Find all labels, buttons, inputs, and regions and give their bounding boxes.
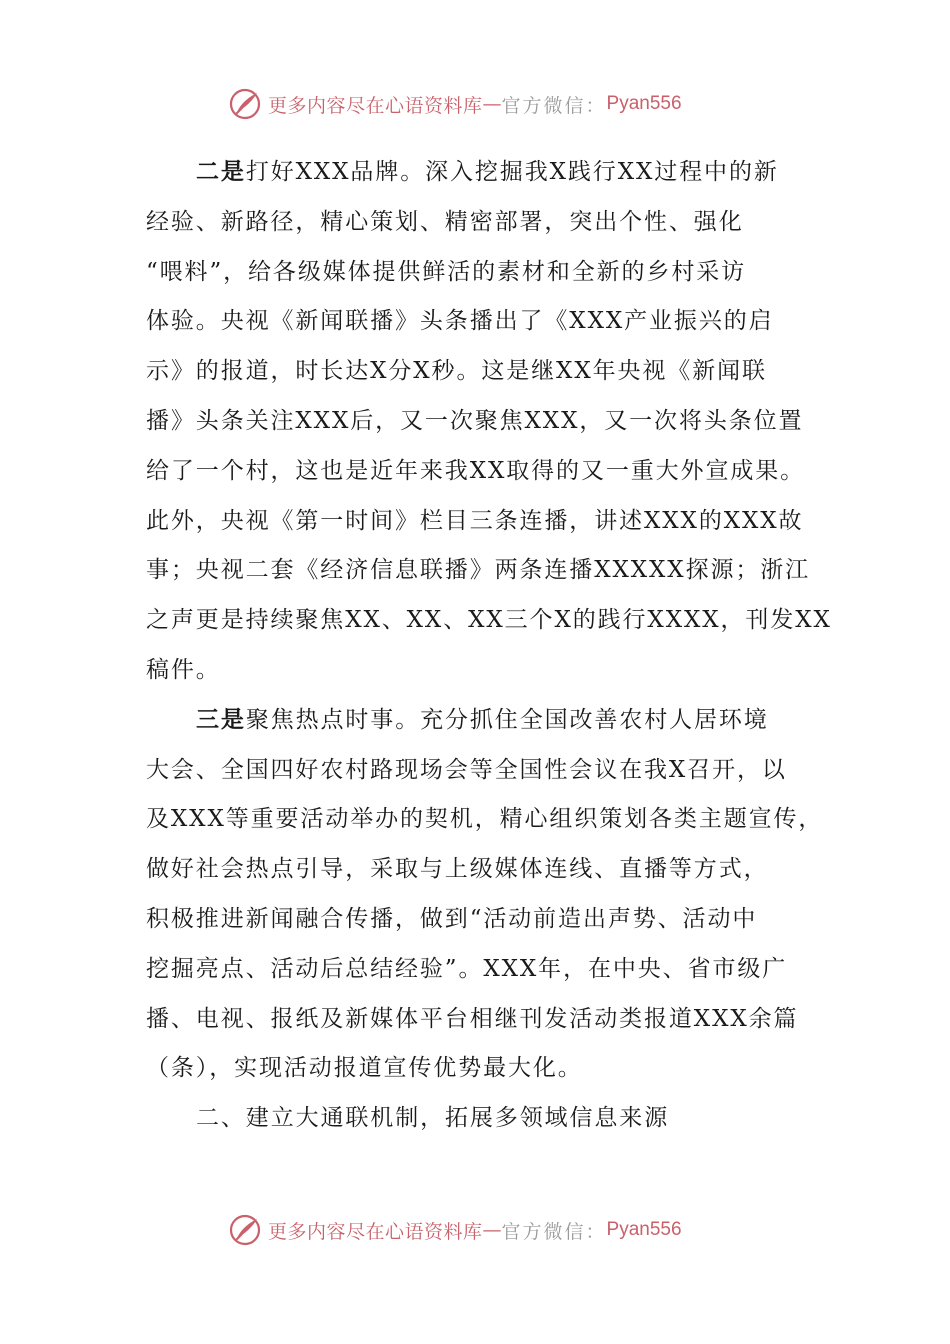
paragraph-3-shi bbox=[146, 696, 826, 1094]
paragraph-line: 大会、全国四好农村路现场会等全国性会议在我X召开，以 bbox=[146, 756, 787, 783]
watermark-official-label: 官方微信： bbox=[501, 1220, 607, 1243]
paragraph-line: “喂料”，给各级媒体提供鲜活的素材和全新的乡村采访 bbox=[146, 258, 747, 285]
watermark-main-text: 更多内容尽在心语资料库 bbox=[268, 1220, 483, 1243]
paragraph-lead: 三是 bbox=[196, 706, 246, 733]
paragraph-line: 示》的报道，时长达X分X秒。这是继XX年央视《新闻联 bbox=[146, 358, 767, 385]
watermark-dash: — bbox=[482, 1219, 502, 1241]
paragraph-line: 体验。央视《新闻联播》头条播出了《XXX产业振兴的启 bbox=[146, 308, 774, 335]
watermark-main-text: 更多内容尽在心语资料库 bbox=[268, 94, 483, 117]
paragraph-line: （条），实现活动报道宣传优势最大化。 bbox=[146, 1055, 583, 1082]
paragraph-line: 挖掘亮点、活动后总结经验”。XXX年，在中央、省市级广 bbox=[146, 955, 788, 982]
paragraph-line: 积极推进新闻融合传播，做到“活动前造出声势、活动中 bbox=[146, 905, 758, 932]
watermark-official-label: 官方微信： bbox=[501, 94, 607, 117]
quill-logo-icon bbox=[228, 1213, 262, 1247]
paragraph-line: 播、电视、报纸及新媒体平台相继刊发活动类报道XXX余篇 bbox=[146, 1005, 799, 1032]
line-text: 聚焦热点时事。充分抓住全国改善农村人居环境 bbox=[245, 706, 769, 733]
paragraph-line: 播》头条关注XXX后，又一次聚焦XXX，又一次将头条位置 bbox=[146, 407, 804, 434]
watermark-wechat-id: Pyan556 bbox=[606, 93, 682, 114]
document-body bbox=[146, 148, 832, 1144]
watermark-dash: — bbox=[482, 93, 502, 115]
paragraph-2-shi bbox=[146, 148, 832, 696]
paragraph-line bbox=[146, 148, 826, 198]
paragraph-lead: 二是 bbox=[196, 159, 246, 185]
paragraph-line: 此外，央视《第一时间》栏目三条连播，讲述XXX的XXX故 bbox=[146, 507, 804, 534]
paragraph-line: 给了一个村，这也是近年来我XX取得的又一重大外宣成果。 bbox=[146, 457, 806, 484]
paragraph-line: 事；央视二套《经济信息联播》两条连播XXXXX探源；浙江 bbox=[146, 557, 811, 584]
paragraph-line: 做好社会热点引导，采取与上级媒体连线、直播等方式， bbox=[146, 856, 769, 883]
paragraph-line: 稿件。 bbox=[146, 656, 221, 683]
paragraph-line: 经验、新路径，精心策划、精密部署，突出个性、强化 bbox=[146, 208, 744, 235]
paragraph-line bbox=[146, 696, 826, 746]
quill-logo-icon bbox=[228, 87, 262, 121]
watermark-wechat-id: Pyan556 bbox=[606, 1219, 682, 1240]
header-watermark bbox=[228, 84, 682, 124]
section-heading: 二、建立大通联机制，拓展多领域信息来源 bbox=[196, 1105, 670, 1132]
paragraph-line: 及XXX等重要活动举办的契机，精心组织策划各类主题宣传， bbox=[146, 806, 824, 833]
line-text: 打好XXX品牌。深入挖掘我X践行XX过程中的新 bbox=[245, 159, 779, 185]
footer-watermark bbox=[228, 1210, 682, 1250]
paragraph-line: 之声更是持续聚焦XX、XX、XX三个X的践行XXXX，刊发XX bbox=[146, 607, 832, 634]
